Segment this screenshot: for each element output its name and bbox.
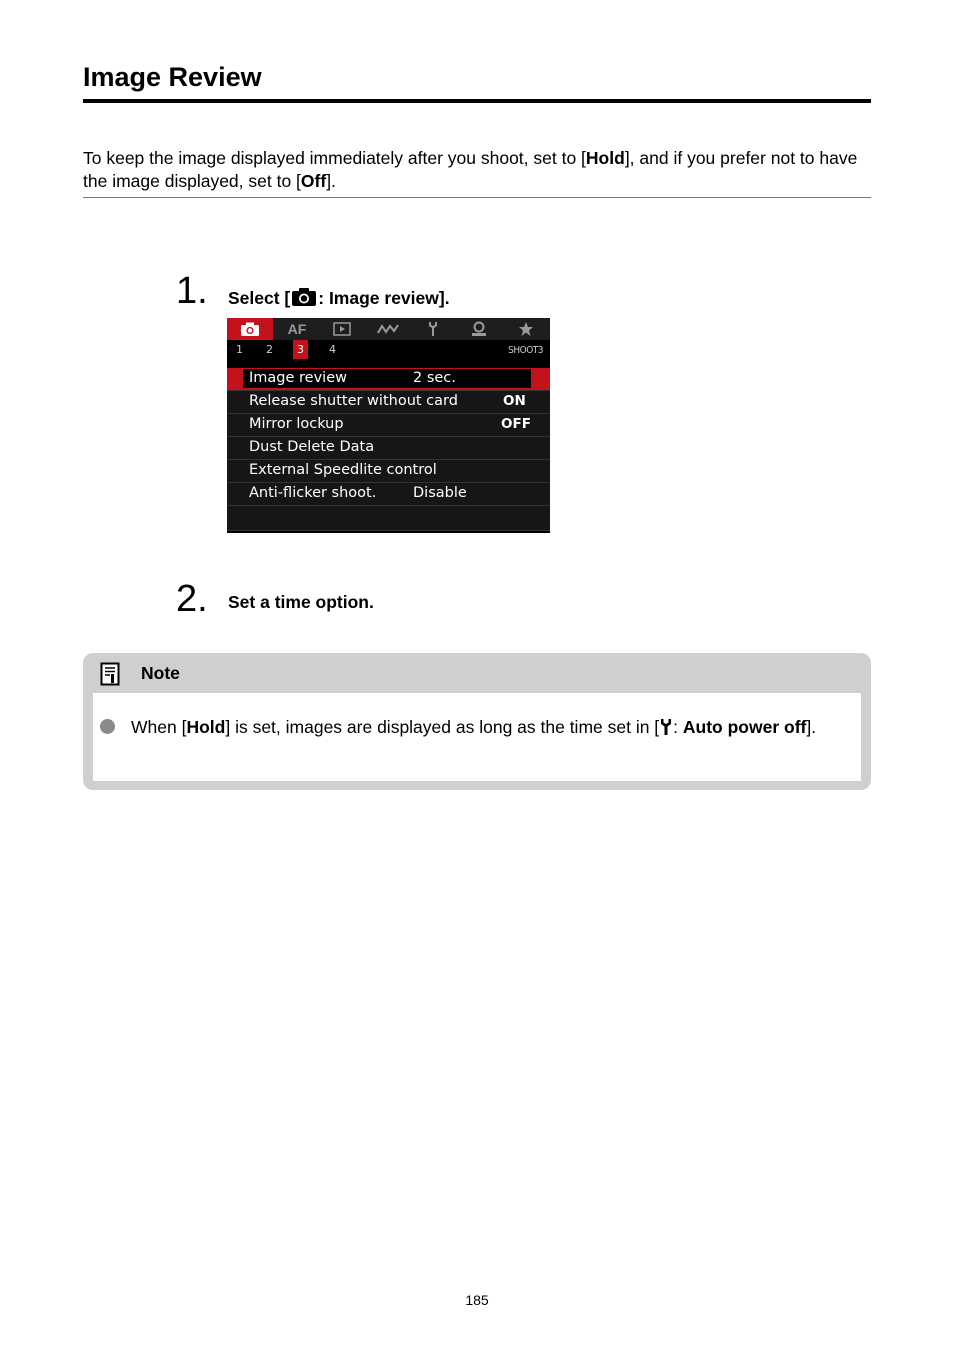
wrench-tab-icon — [413, 318, 453, 340]
playback-tab-icon — [322, 318, 362, 340]
camera-icon — [291, 287, 317, 307]
step-1-text — [228, 287, 450, 309]
menu-row-image-review — [227, 368, 550, 391]
menu-row-label: Dust Delete Data — [249, 439, 375, 455]
camera-menu-screenshot — [227, 318, 550, 533]
menu-row-empty — [227, 506, 550, 531]
camera-tab-icon — [227, 318, 273, 340]
menu-row-label: Anti-flicker shoot. — [249, 485, 377, 501]
section-label: SHOOT3 — [508, 345, 543, 356]
menu-row-label: Mirror lockup — [249, 416, 344, 432]
menu-row-label: External Speedlite control — [249, 462, 437, 478]
note-text-2: ] is set, images are displayed as long as the time set in [ — [225, 717, 660, 737]
af-tab: AF — [287, 321, 307, 337]
subtab-4: 4 — [329, 343, 336, 356]
note-text-end: ]. — [806, 717, 817, 737]
page-title: Image Review — [83, 62, 262, 92]
bullet-icon — [100, 719, 115, 734]
intro-hold: Hold — [585, 148, 625, 168]
intro-text-3: ]. — [326, 171, 336, 191]
subtab-2: 2 — [266, 343, 273, 356]
menu-row-value: 2 sec. — [413, 370, 456, 386]
menu-row-label: Image review — [249, 370, 347, 386]
intro-text-2: ], and if you prefer not to have the image displayed, set to [ — [83, 148, 858, 191]
subtab-1: 1 — [236, 343, 243, 356]
step-1-text-after: : Image review]. — [318, 288, 450, 308]
intro-off: Off — [300, 171, 327, 191]
menu-row-value: OFF — [501, 416, 531, 432]
intro-divider — [83, 197, 871, 198]
note-colon: : — [673, 717, 683, 737]
menu-row-release-shutter — [227, 391, 550, 414]
title-divider — [83, 99, 871, 103]
custom-tab-icon — [459, 318, 499, 340]
menu-row-external-speedlite — [227, 460, 550, 483]
menu-subtab-bar — [227, 340, 550, 362]
step-1-number: 1. — [176, 270, 208, 312]
step-1-text-before: Select [ — [228, 288, 291, 308]
menu-row-dust-delete — [227, 437, 550, 460]
intro-text-1: To keep the image displayed immediately after you shoot, set to [ — [83, 148, 586, 168]
note-icon — [100, 662, 120, 686]
note-heading: Note — [141, 663, 180, 683]
note-auto-power-off: Auto power off — [682, 717, 807, 737]
menu-row-mirror-lockup — [227, 414, 550, 437]
wrench-icon — [659, 718, 673, 736]
star-tab-icon — [506, 318, 546, 340]
page-number: 185 — [465, 1292, 489, 1308]
intro-paragraph — [83, 147, 873, 193]
note-text-1: When [ — [131, 717, 187, 737]
menu-row-value: Disable — [413, 485, 467, 501]
wave-tab-icon — [368, 318, 408, 340]
menu-row-label: Release shutter without card — [249, 393, 458, 409]
note-text — [131, 716, 831, 739]
subtab-3: 3 — [293, 340, 308, 359]
menu-row-anti-flicker — [227, 483, 550, 506]
note-hold: Hold — [186, 717, 226, 737]
menu-row-value: ON — [503, 393, 526, 409]
step-2-number: 2. — [176, 578, 208, 620]
step-2-text: Set a time option. — [228, 592, 374, 612]
menu-tab-bar — [227, 318, 550, 340]
